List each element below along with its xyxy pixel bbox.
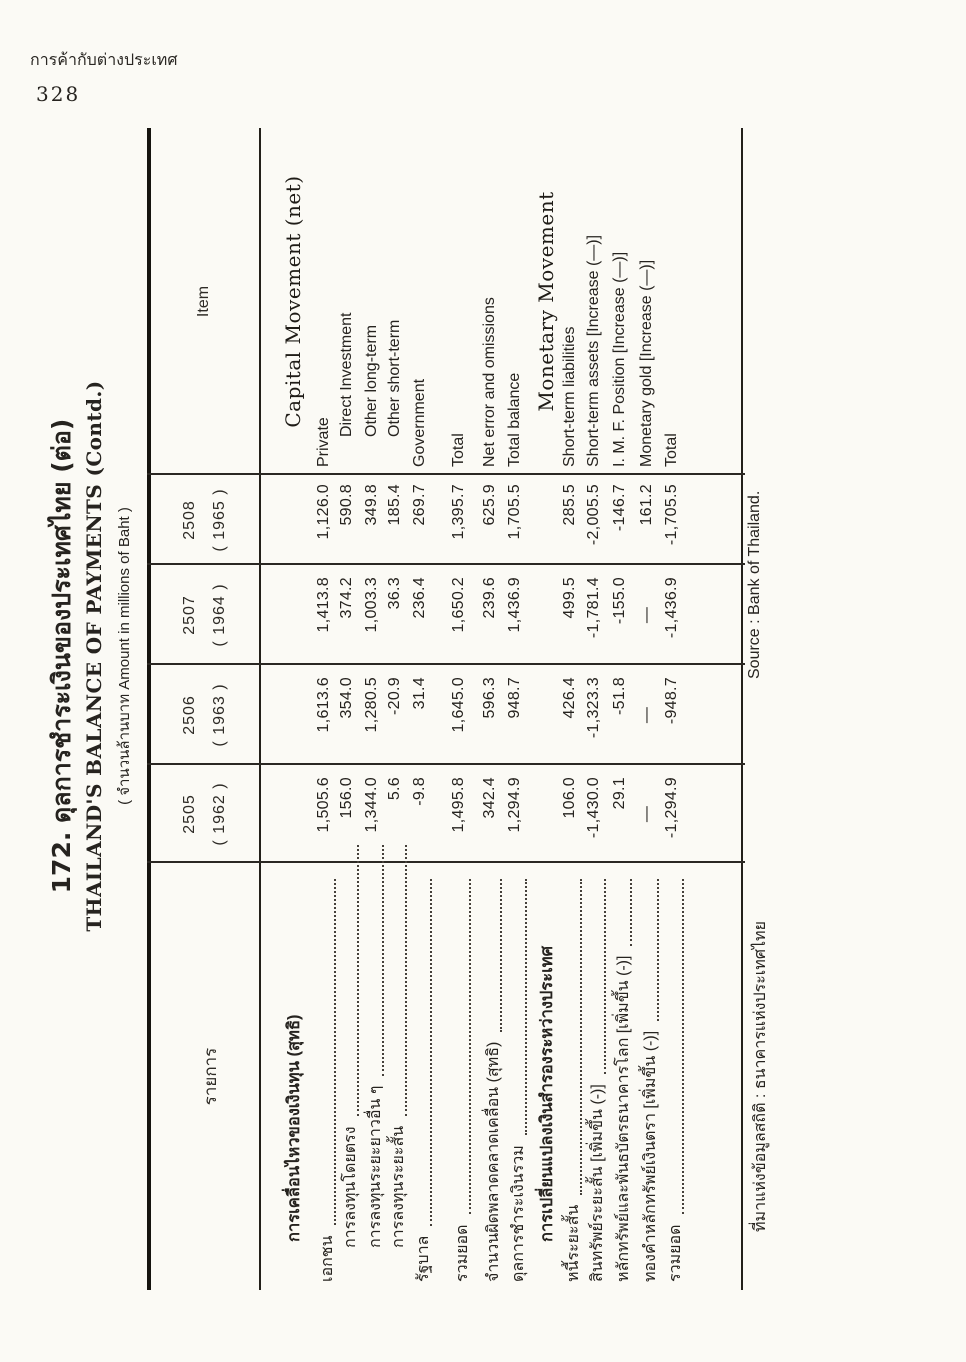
value-1963: 1,280.5 [363, 677, 380, 733]
year-header-1963: ( 1963 ) [211, 683, 228, 747]
value-1962: 29.1 [611, 777, 628, 810]
value-1963: 1,613.6 [315, 677, 332, 733]
dot-leader [405, 845, 407, 1116]
dot-leader [580, 879, 582, 1195]
value-1962: -1,430.0 [585, 777, 602, 839]
value-1962: 5.6 [386, 777, 403, 801]
value-1962: 342.4 [481, 777, 498, 819]
value-1963: 354.0 [338, 677, 355, 719]
item-label-thai: ทองคำหลักทรัพย์เงินตรา [เพิ่มขึ้น (-)] [642, 1030, 659, 1282]
table-row-total-balance [506, 128, 530, 1290]
value-1962: 1,505.6 [315, 777, 332, 833]
year-header-1964: ( 1964 ) [211, 583, 228, 647]
item-label-english: Short-term assets [Increase (—)] [585, 234, 602, 467]
item-label-english: Total balance [506, 372, 523, 467]
section-label-thai: การเคลื่อนไหวของเงินทุน (สุทธิ) [285, 1014, 303, 1242]
dot-leader [657, 879, 659, 1021]
dot-leader [382, 845, 384, 1076]
item-label-english: Net error and omissions [481, 297, 498, 467]
table-header-rule [259, 128, 261, 1290]
dot-leader [525, 879, 527, 1135]
item-label-thai: การลงทุนระยะยาวอื่น ๆ [367, 1085, 384, 1248]
value-1965: 1,126.0 [315, 484, 332, 540]
item-label-english: Total [663, 433, 680, 467]
item-label-english: Monetary gold [Increase (—)] [638, 259, 655, 467]
table-bottom-rule [741, 128, 743, 1290]
item-label-english: I. M. F. Position [Increase (—)] [611, 251, 628, 467]
value-1963: 426.4 [561, 677, 578, 719]
source-note-thai: ที่มาแห่งข้อมูลสถิติ : ธนาคารแห่งประเทศไทย [752, 921, 769, 1232]
dot-leader [430, 879, 432, 1226]
value-1965: 1,705.5 [506, 484, 523, 540]
table-row-short-term-assets [585, 128, 609, 1290]
dot-leader [500, 879, 502, 1032]
table-row-private [315, 128, 339, 1290]
item-label-english: Other short-term [386, 319, 403, 437]
table-row-short-term-liabilities [561, 128, 585, 1290]
value-1964: 499.5 [561, 577, 578, 619]
value-1964: 1,650.2 [450, 577, 467, 633]
item-label-thai: รวมยอด [454, 1224, 471, 1282]
section-row-monetary-movement [534, 128, 558, 1290]
value-1962: -1,294.9 [663, 777, 680, 839]
item-label-english: Other long-term [363, 324, 380, 437]
value-1964: — [638, 606, 655, 624]
table-title-thai: 172. ดุลการชำระเงินของประเทศไทย (ต่อ) [47, 418, 76, 894]
table-row-monetary-total [663, 128, 687, 1290]
value-1962: 1,495.8 [450, 777, 467, 833]
item-label-english: Total [450, 433, 467, 467]
value-1963: -1,323.3 [585, 677, 602, 739]
item-label-thai: จำนวนผิดพลาดคลาดเคลื่อน (สุทธิ) [485, 1041, 502, 1282]
value-1964: -155.0 [611, 577, 628, 625]
item-label-thai: หลักทรัพย์และพันธบัตรธนาคารโลก [เพิ่มขึ้น (-)] [615, 955, 632, 1282]
item-label-thai: ดุลการชำระเงินรวม [510, 1145, 527, 1282]
value-1963: — [638, 706, 655, 724]
value-1963: -20.9 [386, 677, 403, 715]
value-1963: 948.7 [506, 677, 523, 719]
value-1964: 374.2 [338, 577, 355, 619]
item-label-english: Private [315, 417, 332, 467]
table-row-other-long-term [363, 128, 387, 1290]
item-label-thai: รัฐบาล [415, 1235, 432, 1282]
year-header-2506: 2506 [181, 695, 198, 735]
value-1965: 285.5 [561, 484, 578, 526]
value-1962: 1,294.9 [506, 777, 523, 833]
section-label-thai: การเปลี่ยนแปลงเงินสำรองระหว่างประเทศ [538, 945, 556, 1242]
value-1962: 156.0 [338, 777, 355, 819]
value-1965: 185.4 [386, 484, 403, 526]
value-1965: 1,395.7 [450, 484, 467, 540]
value-1965: -2,005.5 [585, 484, 602, 546]
value-1963: 31.4 [411, 677, 428, 710]
table-row-other-short-term [386, 128, 410, 1290]
value-1963: -51.8 [611, 677, 628, 715]
page-number: 328 [36, 82, 81, 106]
value-1963: -948.7 [663, 677, 680, 725]
dot-leader [469, 879, 471, 1215]
value-1964: 236.4 [411, 577, 428, 619]
value-1965: 349.8 [363, 484, 380, 526]
value-1962: 1,344.0 [363, 777, 380, 833]
year-header-2507: 2507 [181, 595, 198, 635]
column-header-item-english: Item [195, 285, 212, 318]
item-label-english: Direct Investment [338, 312, 355, 437]
source-note-english: Source : Bank of Thailand. [746, 490, 763, 679]
value-1964: 1,003.3 [363, 577, 380, 633]
item-label-thai: รวมยอด [667, 1224, 684, 1282]
value-1964: -1,781.4 [585, 577, 602, 639]
value-1962: 106.0 [561, 777, 578, 819]
section-label-english: Capital Movement (net) [281, 175, 305, 428]
item-label-thai: สินทรัพย์ระยะสั้น [เพิ่มขึ้น (-)] [589, 1084, 606, 1282]
dot-leader [682, 879, 684, 1215]
item-label-thai: การลงทุนโดยตรง [342, 1126, 359, 1248]
table-title-english: THAILAND'S BALANCE OF PAYMENTS (Contd.) [82, 380, 106, 932]
year-header-2508: 2508 [181, 500, 198, 540]
value-1965: 590.8 [338, 484, 355, 526]
value-1962: — [638, 805, 655, 823]
item-label-thai: หนี้ระยะสั้น [565, 1204, 582, 1282]
section-label-english: Monetary Movement [534, 191, 558, 412]
year-header-2505: 2505 [181, 794, 198, 834]
page-header-thai: การค้ากับต่างประเทศ [30, 52, 178, 69]
dot-leader [357, 845, 359, 1116]
table-row-monetary-gold [638, 128, 662, 1290]
table-subtitle: ( จำนวนล้านบาท Amount in millions of Baht ) [116, 507, 133, 805]
value-1963: 596.3 [481, 677, 498, 719]
dot-leader [604, 879, 606, 1074]
value-1964: -1,436.9 [663, 577, 680, 639]
value-1964: 239.6 [481, 577, 498, 619]
table-row-government [411, 128, 435, 1290]
value-1962: -9.8 [411, 777, 428, 806]
table-top-rule [147, 128, 151, 1290]
value-1964: 1,413.8 [315, 577, 332, 633]
item-label-thai: เอกชน [319, 1235, 336, 1282]
section-row-capital-movement [281, 128, 305, 1290]
balance-of-payments-table [147, 128, 745, 1290]
dot-leader [334, 879, 336, 1225]
table-row-direct-investment [338, 128, 362, 1290]
table-row-capital-total [450, 128, 474, 1290]
column-header-item-thai: รายการ [201, 1047, 220, 1106]
value-1965: -146.7 [611, 484, 628, 532]
item-label-english: Government [411, 378, 428, 467]
item-label-english: Short-term liabilities [561, 326, 578, 467]
value-1965: 161.2 [638, 484, 655, 526]
table-row-imf-position [611, 128, 635, 1290]
table-row-net-error [481, 128, 505, 1290]
value-1964: 36.3 [386, 577, 403, 610]
value-1965: 625.9 [481, 484, 498, 526]
value-1964: 1,436.9 [506, 577, 523, 633]
year-header-1962: ( 1962 ) [211, 782, 228, 846]
dot-leader [630, 879, 632, 946]
year-header-1965: ( 1965 ) [211, 488, 228, 552]
value-1965: -1,705.5 [663, 484, 680, 546]
value-1963: 1,645.0 [450, 677, 467, 733]
item-label-thai: การลงทุนระยะสั้น [390, 1125, 407, 1248]
value-1965: 269.7 [411, 484, 428, 526]
